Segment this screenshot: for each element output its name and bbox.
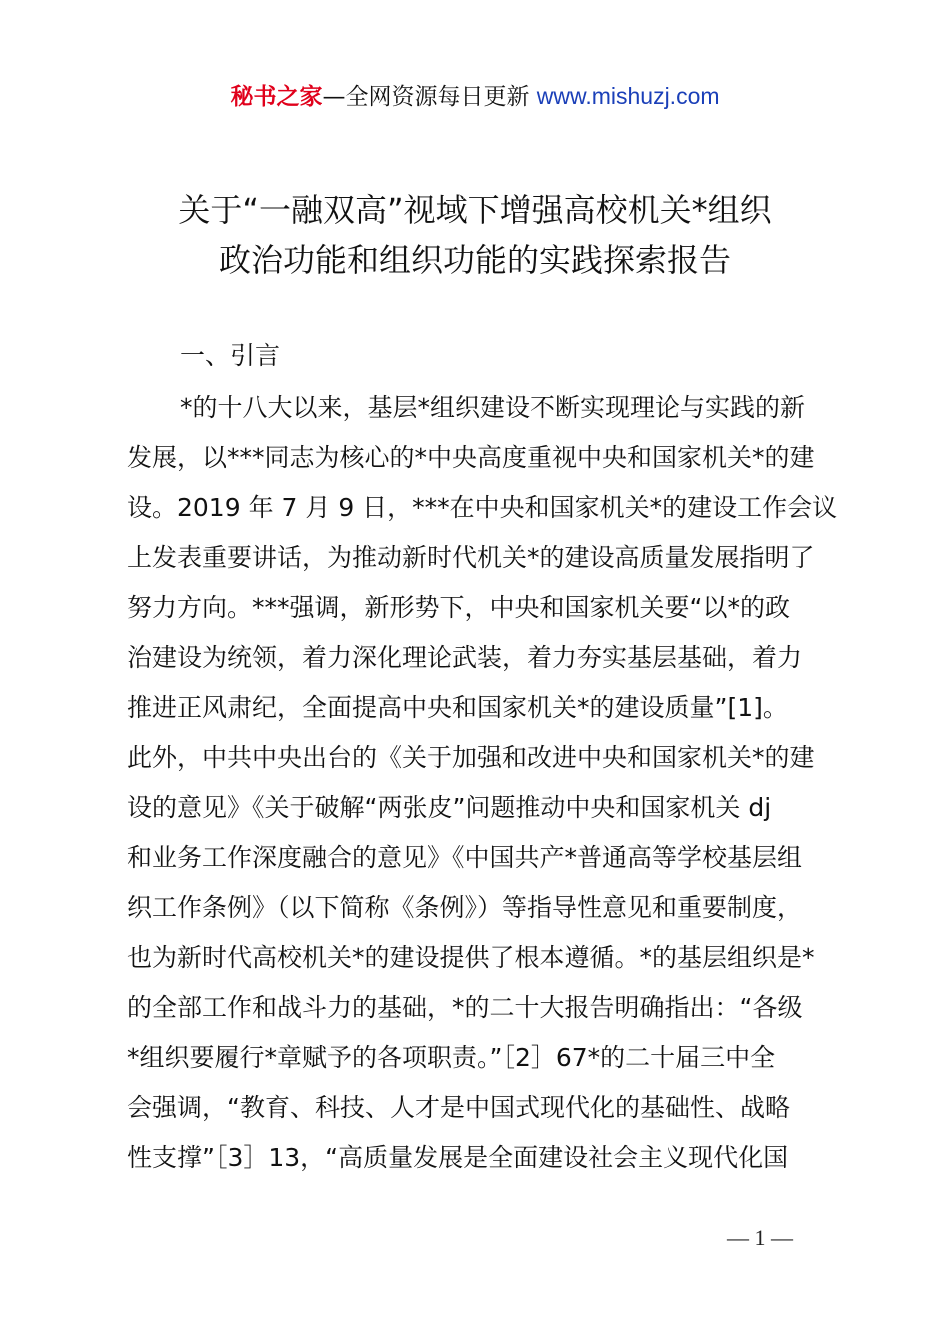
body-line: 此外，中共中央出台的《关于加强和改进中央和国家机关*的建: [127, 743, 815, 772]
body-line: 上发表重要讲话，为推动新时代机关*的建设高质量发展指明了: [127, 543, 815, 572]
body-text: [127, 383, 847, 1183]
brand-name: 秘书之家: [230, 84, 323, 110]
body-line: 和业务工作深度融合的意见》《中国共产*普通高等学校基层组: [127, 843, 803, 872]
header-slogan: —全网资源每日更新: [322, 84, 530, 110]
body-line: 织工作条例》（以下简称《条例》）等指导性意见和重要制度，: [127, 893, 803, 922]
body-line: 性支撑”［3］13，“高质量发展是全面建设社会主义现代化国: [127, 1143, 789, 1172]
body-line: 设的意见》《关于破解“两张皮”问题推动中央和国家机关 dj: [127, 793, 772, 822]
title-line-1: 关于“一融双高”视域下增强高校机关*组织: [178, 191, 772, 229]
body-line: 的全部工作和战斗力的基础，*的二十大报告明确指出：“各级: [127, 993, 803, 1022]
body-line: 会强调，“教育、科技、人才是中国式现代化的基础性、战略: [127, 1093, 790, 1122]
page-number: — 1 —: [727, 1225, 793, 1250]
body-line: 发展，以***同志为核心的*中央高度重视中央和国家机关*的建: [127, 443, 815, 472]
body-line: *的十八大以来，基层*组织建设不断实现理论与实践的新: [180, 393, 806, 422]
body-line: 设。2019 年 7 月 9 日，***在中央和国家机关*的建设工作会议: [127, 493, 838, 522]
title-line-2: 政治功能和组织功能的实践探索报告: [218, 241, 731, 279]
section-heading: 一、引言: [180, 341, 281, 370]
body-line: 也为新时代高校机关*的建设提供了根本遵循。*的基层组织是*: [127, 943, 815, 972]
site-url-link[interactable]: www.mishuzj.com: [536, 83, 720, 109]
body-line: *组织要履行*章赋予的各项职责。”［2］67*的二十届三中全: [127, 1043, 776, 1072]
body-line: 推进正风肃纪，全面提高中央和国家机关*的建设质量”[1]。: [127, 693, 788, 722]
document-title: [60, 185, 890, 285]
body-line: 治建设为统领，着力深化理论武装，着力夯实基层基础，着力: [127, 643, 803, 672]
site-header: [0, 80, 950, 113]
body-line: 努力方向。***强调，新形势下，中央和国家机关要“以*的政: [127, 593, 790, 622]
